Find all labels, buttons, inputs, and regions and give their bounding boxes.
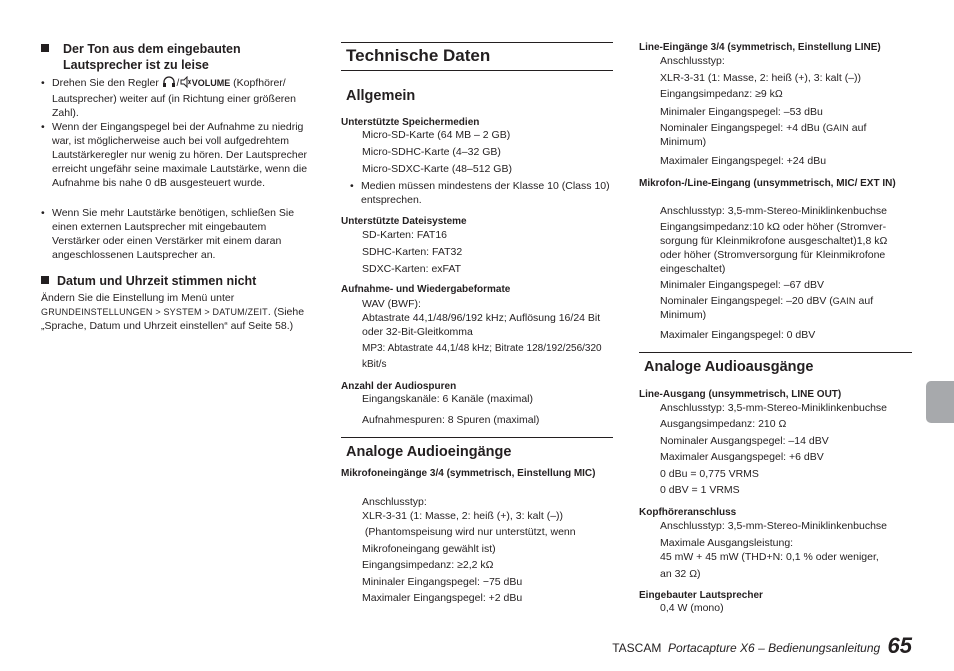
spec-value: Abtastrate 44,1/48/96/192 kHz; Auflösung 16/24 Bit oder 32-Bit-Gleitkomma (362, 312, 601, 338)
spec-value: 0 dBu = 0,775 VRMS (660, 468, 759, 480)
spec-value: an 32 Ω) (660, 568, 701, 580)
headphones-speaker-icon (162, 76, 192, 92)
spec-value: Nominaler Ausgangspegel: –14 dBV (660, 435, 829, 447)
divider (341, 437, 613, 438)
spec-bullet-class10: • Medien müssen mindestens der Klasse 10 (Class 10) entsprechen. (350, 179, 623, 207)
section-analog-outputs: Analoge Audioausgänge (644, 359, 814, 375)
spec-line-in-heading: Line-Eingänge 3/4 (symmetrisch, Einstellung LINE) (639, 42, 881, 53)
divider (341, 70, 613, 71)
divider (341, 42, 613, 43)
spec-filesystem-heading: Unterstützte Dateisysteme (341, 216, 467, 227)
spec-tracks-heading: Anzahl der Audiospuren (341, 381, 457, 392)
spec-value: Minimaler Eingangspegel: –53 dBu (660, 106, 823, 118)
spec-value: Nominaler Eingangspegel: –20 dBV (GAIN auf Minimum) (660, 295, 874, 321)
spec-value: Anschlusstyp: 3,5-mm-Stereo-Miniklinkenbuchse (660, 205, 888, 217)
spec-storage-heading: Unterstützte Speichermedien (341, 117, 480, 128)
footer-product: Portacapture X6 – Bedienungsanleitung (668, 641, 881, 655)
spec-value: Aufnahmespuren: 8 Spuren (maximal) (362, 414, 540, 426)
menu-path: GRUNDEINSTELLUNGEN > SYSTEM > DATUM/ZEIT (41, 307, 268, 317)
spec-value: Micro-SDXC-Karte (48–512 GB) (362, 163, 512, 175)
spec-value: Maximaler Eingangspegel: +2 dBu (362, 592, 523, 604)
spec-value: Anschlusstyp: 3,5-mm-Stereo-Miniklinkenbuchse (660, 402, 888, 414)
spec-value: (Phantomspeisung wird nur unterstützt, wenn (362, 526, 576, 538)
spec-headphone-heading: Kopfhöreranschluss (639, 507, 737, 518)
spec-value: Maximaler Eingangspegel: +24 dBu (660, 155, 827, 167)
spec-value: SDHC-Karten: FAT32 (362, 246, 463, 258)
spec-value: Nominaler Eingangspegel: +4 dBu (GAIN auf Minimum) (660, 122, 867, 148)
heading-date-time: Datum und Uhrzeit stimmen nicht (41, 273, 316, 289)
spec-value: Maximale Ausgangsleistung: (660, 537, 794, 549)
page-footer (612, 634, 912, 660)
bullet-external-speaker: • Wenn Sie mehr Lautstärke benötigen, schließen Sie einen externen Lautsprecher mit eingebautem Verstärker oder einen Verstärker mit einem daran angeschlossenen Lautsprecher an. (41, 206, 316, 262)
spec-value: Ausgangsimpedanz: 210 Ω (660, 418, 787, 430)
footer-brand: TASCAM (612, 641, 662, 655)
spec-value: XLR-3-31 (1: Masse, 2: heiß (+), 3: kalt (–)) (660, 72, 862, 84)
square-bullet-icon (41, 276, 49, 284)
spec-value: Eingangskanäle: 6 Kanäle (maximal) (362, 393, 534, 405)
spec-mic-line-heading: Mikrofon-/Line-Eingang (unsymmetrisch, MIC/ EXT IN) (639, 178, 896, 189)
section-allgemein: Allgemein (346, 88, 416, 104)
spec-value: Mininaler Eingangspegel: −75 dBu (362, 576, 523, 588)
spec-value: SD-Karten: FAT16 (362, 229, 448, 241)
spec-value: Eingangsimpedanz: ≥9 kΩ (660, 88, 783, 100)
spec-value: 45 mW + 45 mW (THD+N: 0,1 % oder weniger, (660, 551, 879, 563)
spec-value: Mikrofoneingang gewählt ist) (362, 543, 496, 555)
spec-mic-heading: Mikrofoneingänge 3/4 (symmetrisch, Einstellung MIC) (341, 468, 596, 479)
spec-value: Anschlusstyp: (362, 496, 427, 508)
heading-speaker-quiet: Der Ton aus dem eingebauten Lautsprecher ist zu leise (41, 41, 316, 57)
date-time-text: Ändern Sie die Einstellung im Menü unter GRUNDEINSTELLUNGEN > SYSTEM > DATUM/ZEIT. (Siehe „Sprache, Datum und Uhrzeit einstellen“ auf Seite 58.) (41, 292, 305, 332)
divider (639, 352, 912, 353)
spec-value: WAV (BWF): (362, 298, 421, 310)
spec-format-heading: Aufnahme- und Wiedergabeformate (341, 284, 511, 295)
svg-text:/: / (176, 78, 180, 88)
spec-value: Eingangsimpedanz:10 kΩ oder höher (Stromver-sorgung für Kleinmikrofone ausgeschaltet)1,8 kΩ oder höher (Stromversorgung für Kleinmikrofone eingeschaltet) (660, 221, 888, 275)
spec-value: Maximaler Ausgangspegel: +6 dBV (660, 451, 824, 463)
spec-value: 0,4 W (mono) (660, 602, 724, 614)
page-number: 65 (887, 633, 912, 658)
bullet-volume: • Drehen Sie den Regler / VOLUME (Kopfhörer/ Lautsprecher) weiter auf (in Richtung einer größeren Zahl). (41, 76, 316, 120)
bullet-input-level: • Wenn der Eingangspegel bei der Aufnahme zu niedrig war, ist möglicherweise auch bei voll aufgedrehtem Lautstärkeregler nur wenig zu hören. Der Lautsprecher erreicht ungefähr seine maximale Lautstärke, wenn die Aufnahme bis nahe 0 dB ausgesteuert wurde. (41, 120, 316, 190)
spec-value: 0 dBV = 1 VRMS (660, 484, 740, 496)
spec-value: MP3: Abtastrate 44,1/48 kHz; Bitrate 128/192/256/320 kBit/s (362, 343, 602, 370)
spec-line-out-heading: Line-Ausgang (unsymmetrisch, LINE OUT) (639, 389, 842, 400)
square-bullet-icon (41, 44, 49, 52)
spec-value: Maximaler Eingangspegel: 0 dBV (660, 329, 816, 341)
spec-value: Micro-SD-Karte (64 MB – 2 GB) (362, 129, 511, 141)
spec-speaker-heading: Eingebauter Lautsprecher (639, 590, 763, 601)
page-title: Technische Daten (346, 46, 491, 65)
chapter-tab (926, 381, 954, 423)
spec-value: XLR-3-31 (1: Masse, 2: heiß (+), 3: kalt (–)) (362, 510, 564, 522)
spec-value: Minimaler Eingangspegel: –67 dBV (660, 279, 825, 291)
spec-value: Anschlusstyp: 3,5-mm-Stereo-Miniklinkenbuchse (660, 520, 888, 532)
section-analog-inputs: Analoge Audioeingänge (346, 444, 512, 460)
spec-value: Micro-SDHC-Karte (4–32 GB) (362, 146, 501, 158)
spec-value: Eingangsimpedanz: ≥2,2 kΩ (362, 559, 494, 571)
spec-value: SDXC-Karten: exFAT (362, 263, 462, 275)
spec-value: Anschlusstyp: (660, 55, 725, 67)
